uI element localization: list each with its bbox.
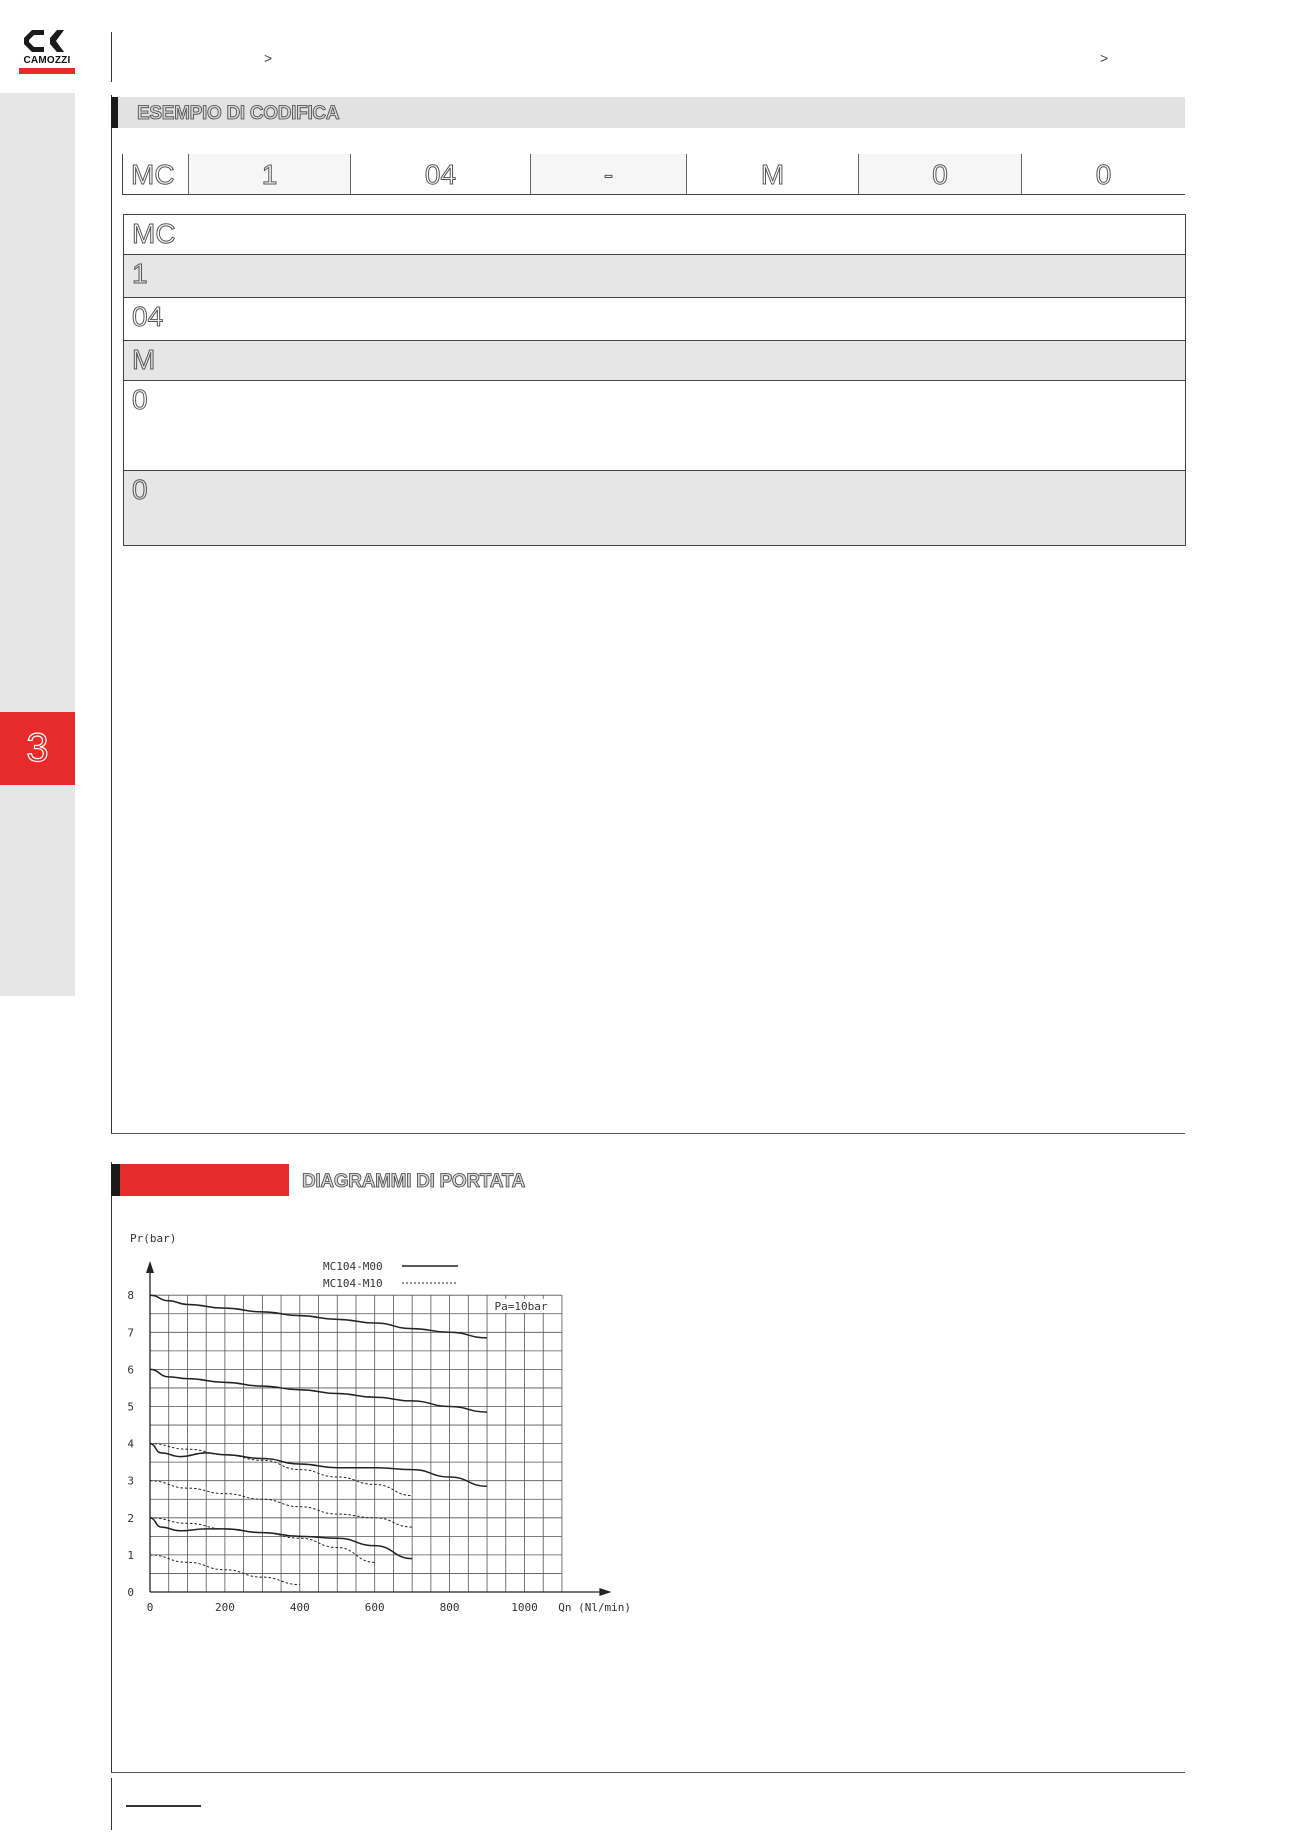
x-tick-label: 400 [289,1601,310,1614]
section-header-accent [111,1164,120,1196]
section-title: DIAGRAMMI DI PORTATA [302,1171,526,1192]
y-tick-label: 0 [127,1586,134,1599]
code-part: 0 [858,154,1021,194]
x-tick-label: 200 [214,1601,235,1614]
y-tick-label: 4 [127,1437,134,1451]
legend-row [124,254,1185,297]
legend-row [124,215,1185,254]
x-tick-label: 1000 [511,1601,538,1614]
content-border-bottom [111,1133,1185,1134]
x-tick-label: 0 [146,1601,154,1614]
y-tick-label: 7 [127,1326,134,1340]
content-border-bottom [111,1772,1185,1773]
code-part: 0 [1021,154,1185,194]
section-title: ESEMPIO DI CODIFICA [137,103,340,124]
legend-code: 0 [132,384,148,415]
x-axis-arrow [599,1588,611,1596]
breadcrumb-separator: > [264,50,273,66]
camozzi-logo [14,28,80,74]
legend-code: MC [132,218,176,249]
section-header-coding [111,97,1185,128]
side-strip [0,93,75,996]
chapter-tab[interactable] [0,712,75,785]
legend-code: 04 [132,301,164,332]
chapter-number: 3 [26,726,49,770]
code-part: 04 [350,154,530,194]
legend-row [124,380,1185,470]
legend-row [124,470,1185,545]
flow-rate-chart [118,1222,648,1622]
legend-label: MC104-M10 [323,1277,383,1290]
y-axis-arrow [146,1261,154,1273]
camozzi-mark-icon [14,28,80,56]
footer-divider [111,1778,112,1830]
y-tick-label: 2 [127,1511,134,1525]
code-part: - [530,154,686,194]
y-axis-label: Pr(bar) [130,1232,177,1245]
legend-code: M [132,344,156,375]
code-part: 1 [188,154,350,194]
code-part: MC [122,154,188,194]
footer-rule [126,1805,201,1807]
legend-code: 0 [132,474,148,505]
legend-label: MC104-M00 [323,1260,383,1273]
logo-underline [19,68,75,74]
legend-row [124,297,1185,340]
legend-row [124,340,1185,380]
content-border-left [111,95,112,1134]
pressure-annotation: Pa=10bar [494,1299,548,1313]
y-tick-label: 6 [127,1363,134,1377]
code-example-row [122,154,1185,195]
x-tick-label: 800 [439,1601,460,1614]
y-tick-label: 3 [127,1474,134,1488]
y-tick-label: 8 [127,1289,134,1303]
x-tick-label: 600 [364,1601,385,1614]
breadcrumb-separator: > [1100,50,1109,66]
code-legend-table [123,214,1186,546]
y-tick-label: 1 [127,1548,134,1562]
header-divider [111,32,112,82]
y-tick-label: 5 [127,1400,134,1414]
section-header-accent [111,97,118,128]
content-border-left [111,1162,112,1773]
code-part: M [686,154,858,194]
legend-code: 1 [132,258,148,289]
brand-name: CAMOZZI [23,55,71,66]
x-axis-label: Qn (Nl/min) [558,1601,632,1614]
section-header-diagrams [111,1164,289,1196]
